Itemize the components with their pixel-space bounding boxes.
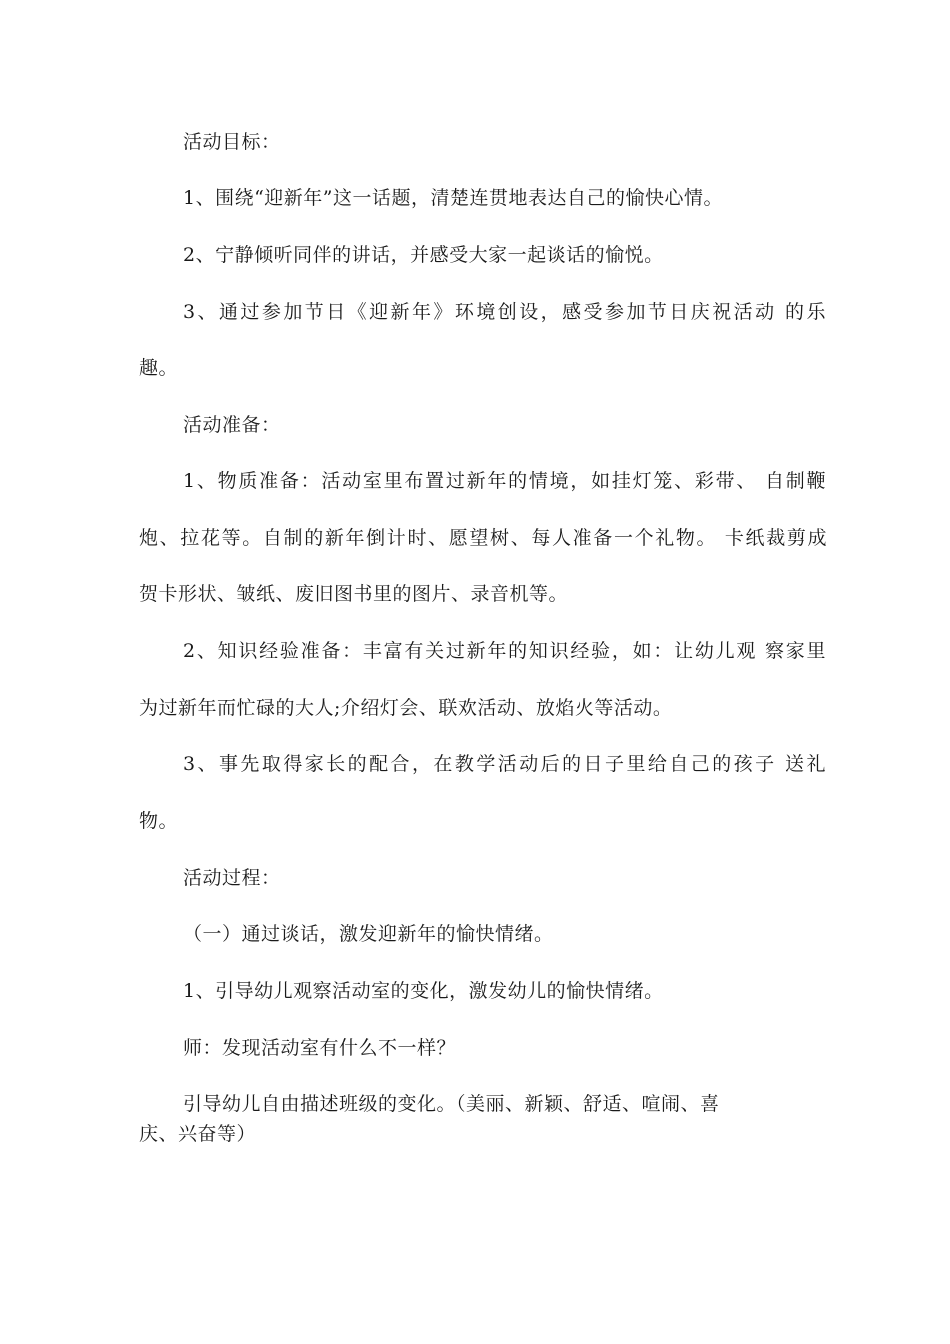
goal-item-2: 2、宁静倾听同伴的讲话，并感受大家一起谈话的愉悦。 (183, 244, 664, 266)
goal-item-1: 1、围绕“迎新年”这一话题，清楚连贯地表达自己的愉快心情。 (183, 187, 724, 209)
prep-item-1-continued-2: 贺卡形状、皱纸、废旧图书里的图片、录音机等。 (139, 583, 569, 605)
heading-activity-process: 活动过程： (183, 867, 281, 889)
guide-description: 引导幼儿自由描述班级的变化。（美丽、新颖、舒适、喧闹、喜 (183, 1093, 720, 1115)
goal-item-3-continued: 趣。 (139, 357, 179, 379)
prep-item-2: 2、知识经验准备：丰富有关过新年的知识经验，如：让幼儿观 察家里 (183, 640, 826, 662)
process-step-1: 1、引导幼儿观察活动室的变化，激发幼儿的愉快情绪。 (183, 980, 664, 1002)
process-section-1: （一）通过谈话，激发迎新年的愉快情绪。 (183, 923, 554, 945)
heading-activity-preparation: 活动准备： (183, 414, 281, 436)
prep-item-1-continued: 炮、拉花等。自制的新年倒计时、愿望树、每人准备一个礼物。 卡纸裁剪成 (139, 527, 827, 549)
prep-item-3: 3、事先取得家长的配合，在教学活动后的日子里给自己的孩子 送礼 (183, 753, 826, 775)
heading-activity-goals: 活动目标： (183, 131, 281, 153)
guide-description-continued: 庆、兴奋等） (139, 1123, 257, 1145)
teacher-question: 师：发现活动室有什么不一样？ (183, 1037, 457, 1059)
prep-item-2-continued: 为过新年而忙碌的大人;介绍灯会、联欢活动、放焰火等活动。 (139, 697, 673, 719)
prep-item-1: 1、物质准备：活动室里布置过新年的情境，如挂灯笼、彩带、 自制鞭 (183, 470, 826, 492)
goal-item-3: 3、通过参加节日《迎新年》环境创设，感受参加节日庆祝活动 的乐 (183, 301, 826, 323)
prep-item-3-continued: 物。 (139, 810, 179, 832)
